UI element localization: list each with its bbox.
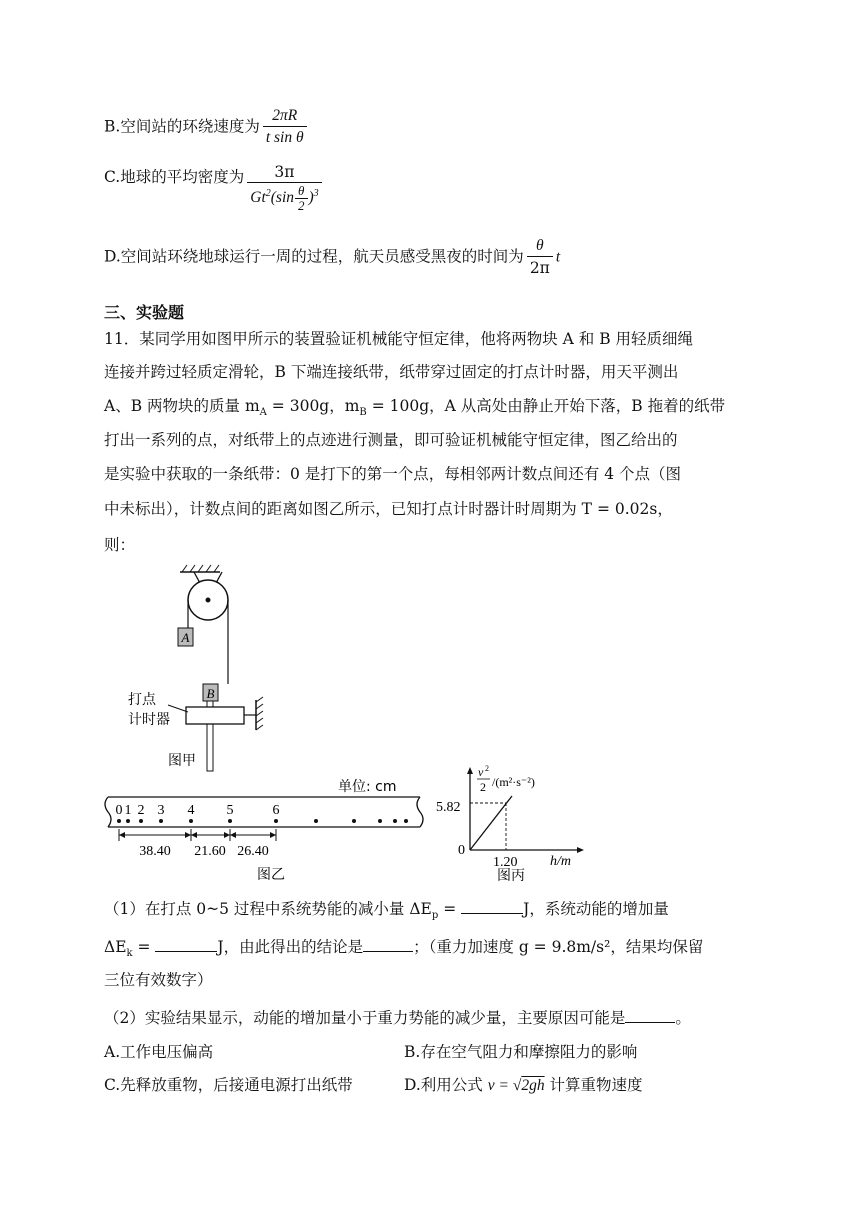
answer-blank-conclusion[interactable]: [363, 937, 413, 952]
q11-line-7: 则：: [104, 536, 136, 554]
point-label-1: 1: [124, 803, 132, 818]
svg-text:2: 2: [485, 764, 489, 773]
q11-line-5: 是实验中获取的一条纸带：0 是打下的第一个点，每相邻两计数点间还有 4 个点（图: [104, 465, 682, 483]
fraction-c: 3π Gt$^2$(sin $\frac{\theta}{2}$ )$^3$: [247, 162, 321, 213]
y-axis-label: /(m²·s⁻²): [492, 775, 535, 789]
option-b: B.空间站的环绕速度为 $\frac{2\pi R}{\text{t sin θ}}$: [104, 106, 310, 149]
figure-jia: [120, 560, 300, 775]
figure-jia-caption: 图甲: [168, 753, 196, 769]
point-label-3: 3: [157, 803, 165, 818]
figure-bing-caption: 图丙: [497, 868, 525, 882]
sub2-option-a: A.工作电压偏高: [104, 1043, 214, 1061]
option-c: C.地球的平均密度为 3π Gt$^2$(sin $\frac{\theta}{2}$ )$^3$: [104, 162, 325, 213]
distance-1: 38.40: [139, 844, 171, 859]
figure-bing: [432, 762, 592, 882]
x-value: 1.20: [493, 855, 518, 870]
q11-line-1: 11．某同学用如图甲所示的装置验证机械能守恒定律，他将两物块 A 和 B 用轻质细绳: [104, 330, 694, 348]
tape-dots: [117, 819, 408, 823]
point-label-5: 5: [226, 803, 234, 818]
figure-yi: [102, 775, 432, 885]
q11-line-3: A、B 两物块的质量 $m_A = 300g$，$m_B = 100g$，A 从高处由静止开始下落，B 拖着的纸带: [104, 397, 726, 419]
figure-yi-caption: 图乙: [257, 867, 285, 883]
svg-text:2: 2: [480, 780, 486, 794]
sub2-option-d: D.利用公式 v = √2gh 计算重物速度: [404, 1076, 643, 1094]
section-title: 三、实验题: [104, 303, 185, 322]
fraction-d: $\frac{\theta}{2\pi}$: [527, 236, 553, 279]
sub1-line-1: （1）在打点 0~5 过程中系统势能的减小量 $\Delta E_p = J$，系统动能的增加量: [104, 900, 669, 922]
distance-3: 26.40: [237, 844, 269, 859]
distance-2: 21.60: [194, 844, 226, 859]
option-d: D.空间站环绕地球运行一周的过程，航天员感受黑夜的时间为 $\frac{\theta}{2\pi}$ t: [104, 237, 561, 277]
svg-text:v: v: [478, 765, 484, 779]
origin-label: 0: [458, 843, 465, 858]
x-axis-label: h/m: [550, 854, 571, 869]
point-label-0: 0: [115, 803, 123, 818]
sub1-line-2: $\Delta E_k = J$，由此得出的结论是 ；（重力加速度 g = 9.8m/s²，结果均保留: [104, 938, 704, 960]
sub2-line: （2）实验结果显示，动能的增加量小于重力势能的减少量，主要原因可能是 。: [104, 1009, 691, 1027]
block-a-label: A: [181, 630, 190, 645]
fraction-b: $\frac{2\pi R}{\text{t sin θ}}$: [263, 106, 307, 149]
y-value: 5.82: [436, 800, 461, 815]
answer-blank-ep[interactable]: [461, 899, 523, 914]
point-label-2: 2: [137, 803, 145, 818]
tape-unit: 单位: cm: [338, 779, 397, 795]
sub2-option-c: C.先释放重物，后接通电源打出纸带: [104, 1076, 353, 1094]
timer-label-2: 计时器: [128, 712, 170, 728]
answer-blank-reason[interactable]: [625, 1008, 675, 1023]
answer-blank-ek[interactable]: [155, 937, 217, 952]
q11-line-6: 中未标出），计数点间的距离如图乙所示，已知打点计时器计时周期为 T = 0.02s，: [104, 500, 673, 518]
q11-line-4: 打出一系列的点，对纸带上的点迹进行测量，即可验证机械能守恒定律，图乙给出的: [104, 431, 678, 449]
formula-v-sqrt-2gh: v = √2gh: [487, 1077, 545, 1094]
timer-label-1: 打点: [128, 692, 156, 708]
point-label-4: 4: [187, 803, 195, 818]
q11-line-2: 连接并跨过轻质定滑轮，B 下端连接纸带，纸带穿过固定的打点计时器，用天平测出: [104, 363, 679, 381]
sub1-line-3: 三位有效数字）: [104, 971, 213, 989]
sub2-option-b: B.存在空气阻力和摩擦阻力的影响: [404, 1043, 638, 1061]
block-b-label: B: [206, 686, 215, 701]
point-label-6: 6: [272, 803, 280, 818]
timer-body: [186, 707, 244, 724]
